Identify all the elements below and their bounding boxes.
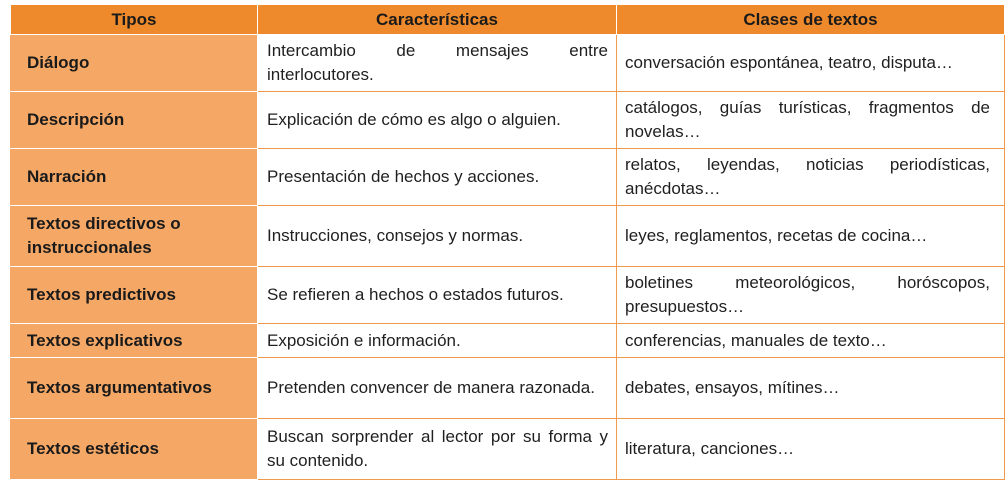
table-row	[11, 419, 1005, 480]
table-row	[11, 92, 1005, 149]
tipo-cell: Descripción	[11, 92, 258, 149]
clases-cell: boletines meteorológicos, horóscopos, presupuestos…	[617, 267, 1005, 324]
caracteristicas-cell: Intercambio de mensajes entre interlocutores.	[258, 35, 617, 92]
tipo-cell: Diálogo	[11, 35, 258, 92]
table-row	[11, 35, 1005, 92]
clases-cell: literatura, canciones…	[617, 419, 1005, 480]
caracteristicas-cell: Pretenden convencer de manera razonada.	[258, 358, 617, 419]
caracteristicas-cell: Explicación de cómo es algo o alguien.	[258, 92, 617, 149]
clases-cell: catálogos, guías turísticas, fragmentos de novelas…	[617, 92, 1005, 149]
caracteristicas-cell: Se refieren a hechos o estados futuros.	[258, 267, 617, 324]
table-row	[11, 267, 1005, 324]
table-row	[11, 324, 1005, 358]
header-row	[11, 5, 1005, 35]
header-tipos: Tipos	[11, 5, 258, 35]
text-types-table	[10, 4, 1005, 480]
table-row	[11, 358, 1005, 419]
caracteristicas-cell: Presentación de hechos y acciones.	[258, 149, 617, 206]
text-types-table-container	[10, 4, 1004, 480]
table-body	[11, 35, 1005, 480]
clases-cell: conferencias, manuales de texto…	[617, 324, 1005, 358]
tipo-cell: Textos explicativos	[11, 324, 258, 358]
tipo-cell: Textos directivos o instruccionales	[11, 206, 258, 267]
header-clases-de-textos: Clases de textos	[617, 5, 1005, 35]
caracteristicas-cell: Buscan sorprender al lector por su forma y su contenido.	[258, 419, 617, 480]
clases-cell: conversación espontánea, teatro, disputa…	[617, 35, 1005, 92]
tipo-cell: Narración	[11, 149, 258, 206]
table-header	[11, 5, 1005, 35]
clases-cell: relatos, leyendas, noticias periodísticas, anécdotas…	[617, 149, 1005, 206]
table-row	[11, 149, 1005, 206]
tipo-cell: Textos argumentativos	[11, 358, 258, 419]
caracteristicas-cell: Instrucciones, consejos y normas.	[258, 206, 617, 267]
caracteristicas-cell: Exposición e información.	[258, 324, 617, 358]
clases-cell: debates, ensayos, mítines…	[617, 358, 1005, 419]
clases-cell: leyes, reglamentos, recetas de cocina…	[617, 206, 1005, 267]
tipo-cell: Textos predictivos	[11, 267, 258, 324]
header-caracteristicas: Características	[258, 5, 617, 35]
tipo-cell: Textos estéticos	[11, 419, 258, 480]
table-row	[11, 206, 1005, 267]
